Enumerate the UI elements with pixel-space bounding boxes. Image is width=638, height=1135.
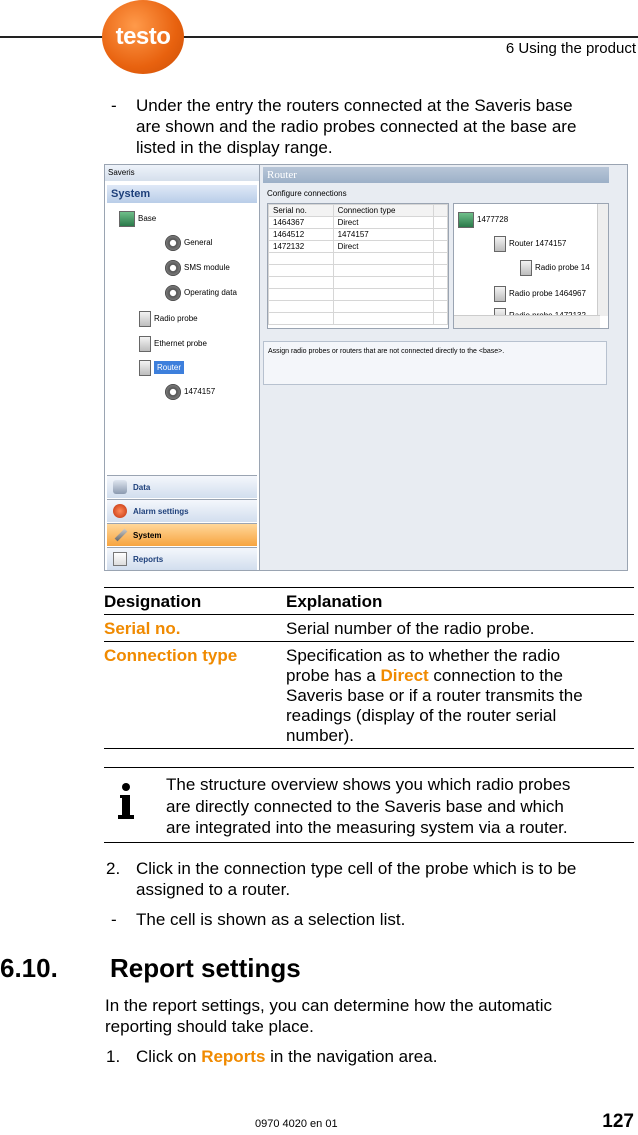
chapter-header: 6 Using the product — [505, 40, 636, 57]
step-1-number: 1. — [106, 1047, 121, 1066]
database-icon — [113, 480, 127, 494]
nav-button-system[interactable]: System — [107, 523, 257, 546]
section-number: 6.10. — [0, 953, 58, 983]
table-row[interactable]: 1464367 Direct — [269, 217, 448, 229]
nav-button-reports[interactable]: Reports — [107, 547, 257, 570]
router-panel-title: Router — [263, 167, 609, 183]
connections-grid — [267, 203, 449, 329]
ethernet-probe-icon — [139, 336, 151, 352]
report-icon — [113, 552, 127, 566]
info-icon — [116, 777, 136, 831]
table-row[interactable]: 1472132 Direct — [269, 241, 448, 253]
radio-probe-icon — [139, 311, 151, 327]
header-rule-left — [0, 36, 104, 38]
testo-logo — [102, 0, 184, 74]
base-icon — [119, 211, 135, 227]
table-row — [269, 253, 448, 265]
designation-serial-no: Serial no. — [104, 615, 286, 642]
step-2-number: 2. — [106, 859, 121, 878]
saveris-screenshot — [104, 164, 628, 571]
tree-item-ethernet-probe[interactable]: Ethernet probe — [139, 336, 207, 352]
document-code: 0970 4020 en 01 — [255, 1118, 338, 1130]
step-1-text: Click on Reports in the navigation area. — [136, 1047, 438, 1066]
tree2-base[interactable]: 1477728 — [458, 212, 508, 228]
nav-system-header: System — [107, 185, 257, 203]
tree2-router[interactable]: Router 1474157 — [494, 236, 566, 252]
grid-header-empty — [434, 205, 448, 217]
note-bottom-rule — [104, 842, 634, 843]
logo-text: testo — [115, 23, 171, 50]
intro-line-2: are shown and the radio probes connected at the base are — [136, 117, 577, 136]
assign-info-box — [263, 341, 607, 385]
explanation-connection-type: Specification as to whether the radio probe has a Direct connection to the Saveris base or if a router transmits the readings (display of the router serial number). — [286, 642, 634, 749]
section-intro-line-2: reporting should take place. — [105, 1017, 314, 1036]
gear-icon — [165, 260, 181, 276]
tree-item-general[interactable]: General — [165, 235, 212, 251]
section-intro-line-1: In the report settings, you can determine how the automatic — [105, 996, 552, 1015]
table-row[interactable]: 1464512 1474157 — [269, 229, 448, 241]
tree-item-base[interactable]: Base — [119, 211, 156, 227]
configure-connections-label: Configure connections — [267, 189, 347, 198]
reports-highlight: Reports — [201, 1047, 266, 1066]
note-line-2: are directly connected to the Saveris base and which — [166, 797, 564, 816]
router-icon — [139, 360, 151, 376]
header-explanation: Explanation — [286, 588, 634, 615]
radio-probe-icon — [494, 286, 506, 302]
nav-button-data[interactable]: Data — [107, 475, 257, 498]
base-icon — [458, 212, 474, 228]
table-header-row — [104, 588, 634, 615]
tree-item-operating-data[interactable]: Operating data — [165, 285, 237, 301]
table-row — [104, 615, 634, 642]
tree-item-router[interactable]: Router — [139, 360, 184, 376]
grid-header-connection[interactable]: Connection type — [333, 205, 434, 217]
header-designation: Designation — [104, 588, 286, 615]
alarm-icon — [113, 504, 127, 518]
nav-title: Saveris — [105, 165, 259, 181]
intro-line-1: Under the entry the routers connected at the Saveris base — [136, 96, 573, 115]
tree2-radio-probe-1[interactable]: Radio probe 14 — [520, 260, 590, 276]
section-title: Report settings — [110, 953, 301, 983]
grid-header-row — [269, 205, 448, 217]
designation-table — [104, 587, 634, 749]
vertical-scrollbar[interactable] — [597, 204, 608, 316]
wrench-icon — [115, 529, 128, 542]
result-text: The cell is shown as a selection list. — [136, 910, 406, 929]
tree2-radio-probe-2[interactable]: Radio probe 1464967 — [494, 286, 586, 302]
section-heading — [0, 953, 301, 984]
tree-item-radio-probe[interactable]: Radio probe — [139, 311, 198, 327]
step-2-line-1: Click in the connection type cell of the probe which is to be — [136, 859, 577, 878]
intro-dash: - — [111, 96, 117, 115]
table-row — [104, 642, 634, 749]
tree-item-router-serial[interactable]: 1474157 — [165, 384, 215, 400]
connection-tree — [453, 203, 609, 329]
gear-icon — [165, 285, 181, 301]
note-line-3: are integrated into the measuring system via a router. — [166, 818, 568, 837]
gear-icon — [165, 384, 181, 400]
explanation-serial-no: Serial number of the radio probe. — [286, 615, 634, 642]
table-row — [269, 313, 448, 325]
tree-item-sms-module[interactable]: SMS module — [165, 260, 230, 276]
note-line-1: The structure overview shows you which radio probes — [166, 775, 571, 794]
designation-connection-type: Connection type — [104, 642, 286, 749]
step-2-line-2: assigned to a router. — [136, 880, 291, 899]
assign-info-text: Assign radio probes or routers that are not connected directly to the <base>. — [268, 348, 505, 355]
gear-icon — [165, 235, 181, 251]
note-top-rule — [104, 767, 634, 768]
radio-probe-icon — [520, 260, 532, 276]
header-rule-right — [182, 36, 638, 38]
table-row — [269, 289, 448, 301]
grid-header-serial[interactable]: Serial no. — [269, 205, 334, 217]
result-dash: - — [111, 910, 117, 929]
table-row — [269, 277, 448, 289]
nav-button-alarm-settings[interactable]: Alarm settings — [107, 499, 257, 522]
table-row — [269, 301, 448, 313]
table-row — [269, 265, 448, 277]
navigation-pane — [105, 165, 260, 570]
page-number: 127 — [602, 1111, 634, 1132]
horizontal-scrollbar[interactable] — [454, 315, 600, 328]
router-icon — [494, 236, 506, 252]
intro-line-3: listed in the display range. — [136, 138, 333, 157]
